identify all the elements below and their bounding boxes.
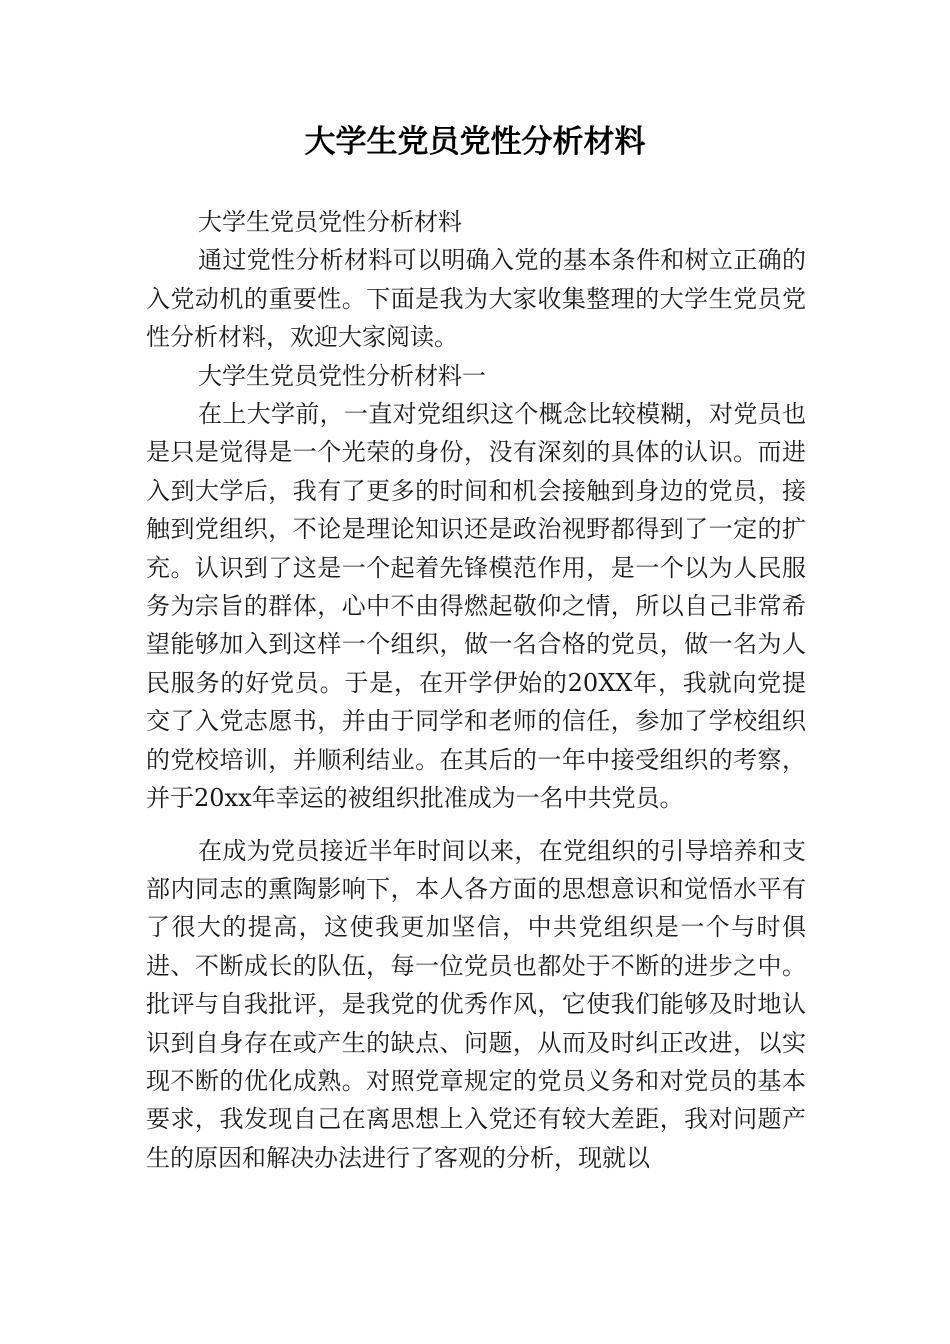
paragraph-subtitle: 大学生党员党性分析材料 (198, 208, 462, 236)
paragraph-body-1: 在上大学前，一直对党组织这个概念比较模糊，对党员也是只是觉得是一个光荣的身份，没有深刻的具体的认识。而进入到大学后，我有了更多的时间和机会接触到身边的党员，接触到党组织，不论是理论知识还是政治视野都得到了一定的扩充。认识到了这是一个起着先锋模范作用，是一个以为人民服务为宗旨的群体，心中不由得燃起敬仰之情，所以自己非常希望能够加入到这样一个组织，做一名合格的党员，做一名为人民服务的好党员。于是，在开学伊始的20XX年，我就向党提交了入党志愿书，并由于同学和老师的信任，参加了学校组织的党校培训，并顺利结业。在其后的一年中接受组织的考察，并于20xx年幸运的被组织批准成为一名中共党员。 (146, 400, 806, 813)
paragraph-intro: 通过党性分析材料可以明确入党的基本条件和树立正确的入党动机的重要性。下面是我为大家收集整理的大学生党员党性分析材料，欢迎大家阅读。 (146, 246, 806, 352)
document-body (146, 203, 806, 1177)
paragraph-section-heading: 大学生党员党性分析材料一 (198, 361, 486, 390)
paragraph-body-2: 在成为党员接近半年时间以来，在党组织的引导培养和支部内同志的熏陶影响下，本人各方面的思想意识和觉悟水平有了很大的提高，这使我更加坚信，中共党组织是一个与时俱进、不断成长的队伍，每一位党员也都处于不断的进步之中。批评与自我批评，是我党的优秀作风，它使我们能够及时地认识到自身存在或产生的缺点、问题，从而及时纠正改进，以实现不断的优化成熟。对照党章规定的党员义务和对党员的基本要求，我发现自己在离思想上入党还有较大差距，我对问题产生的原因和解决办法进行了客观的分析，现就以 (146, 836, 806, 1172)
document-title: 大学生党员党性分析材料 (304, 124, 646, 160)
